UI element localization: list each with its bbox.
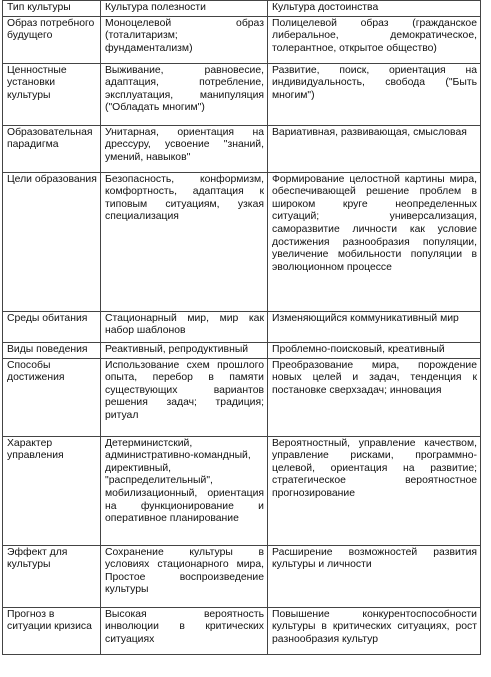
table-header-row [3,1,481,17]
table-row [3,63,481,125]
row-label: Эффект для культуры [3,545,101,607]
utility-cell: Стационарный мир, мир как набор шаблонов [101,311,268,342]
dignity-cell: Вариативная, развивающая, смысловая [268,125,481,172]
table-row [3,342,481,358]
utility-cell: Высокая вероятность инволюции в критических ситуациях [101,607,268,654]
table-row [3,16,481,63]
table-row [3,436,481,545]
dignity-cell: Проблемно-поисковый, креативный [268,342,481,358]
row-label: Способы достижения [3,358,101,436]
utility-cell: Безопасность, конформизм, комфортность, адаптация к типовым ситуациям, узкая специализация [101,172,268,311]
utility-cell: Детерминистский, административно-командный, директивный, "распределительный", мобилизационный, ориентация на функционирование и оперативное планирование [101,436,268,545]
dignity-cell: Повышение конкурентоспособности культуры в критических ситуациях, рост разнообразия культур [268,607,481,654]
culture-comparison-table [2,0,481,655]
row-label: Ценностные установки культуры [3,63,101,125]
dignity-cell: Расширение возможностей развития культуры и личности [268,545,481,607]
row-label: Среды обитания [3,311,101,342]
dignity-cell: Формирование целостной картины мира, обеспечивающей решение проблем в широком круге неопределенных ситуаций; универсализация, саморазвитие личности как условие достижения разнообразия популяции, увеличение мобильности популяции в эволюционном процессе [268,172,481,311]
table-row [3,125,481,172]
utility-cell: Унитарная, ориентация на дрессуру, усвоение "знаний, умений, навыков" [101,125,268,172]
header-utility-culture: Культура полезности [101,1,268,17]
dignity-cell: Вероятностный, управление качеством, управление рисками, программно-целевой, ориентация на развитие; стратегическое вероятностное прогнозирование [268,436,481,545]
utility-cell: Выживание, равновесие, адаптация, потребление, эксплуатация, манипуляция ("Обладать многим") [101,63,268,125]
row-label: Характер управления [3,436,101,545]
utility-cell: Реактивный, репродуктивный [101,342,268,358]
dignity-cell: Полицелевой образ (гражданское либеральное, демократическое, толерантное, открытое общество) [268,16,481,63]
table-row [3,358,481,436]
utility-cell: Сохранение культуры в условиях стационарного мира, Простое воспроизведение культуры [101,545,268,607]
header-dignity-culture: Культура достоинства [268,1,481,17]
row-label: Образовательная парадигма [3,125,101,172]
dignity-cell: Преобразование мира, порождение новых целей и задач, тенденция к постановке сверхзадач; инновация [268,358,481,436]
dignity-cell: Изменяющийся коммуникативный мир [268,311,481,342]
row-label: Прогноз в ситуации кризиса [3,607,101,654]
utility-cell: Использование схем прошлого опыта, перебор в памяти существующих вариантов решения задач; традиция; ритуал [101,358,268,436]
header-culture-type: Тип культуры [3,1,101,17]
row-label: Образ потребного будущего [3,16,101,63]
table-row [3,545,481,607]
table-row [3,172,481,311]
table-row [3,607,481,654]
dignity-cell: Развитие, поиск, ориентация на индивидуальность, свобода ("Быть многим") [268,63,481,125]
utility-cell: Моноцелевой образ (тоталитаризм; фундаментализм) [101,16,268,63]
row-label: Цели образования [3,172,101,311]
table-row [3,311,481,342]
row-label: Виды поведения [3,342,101,358]
